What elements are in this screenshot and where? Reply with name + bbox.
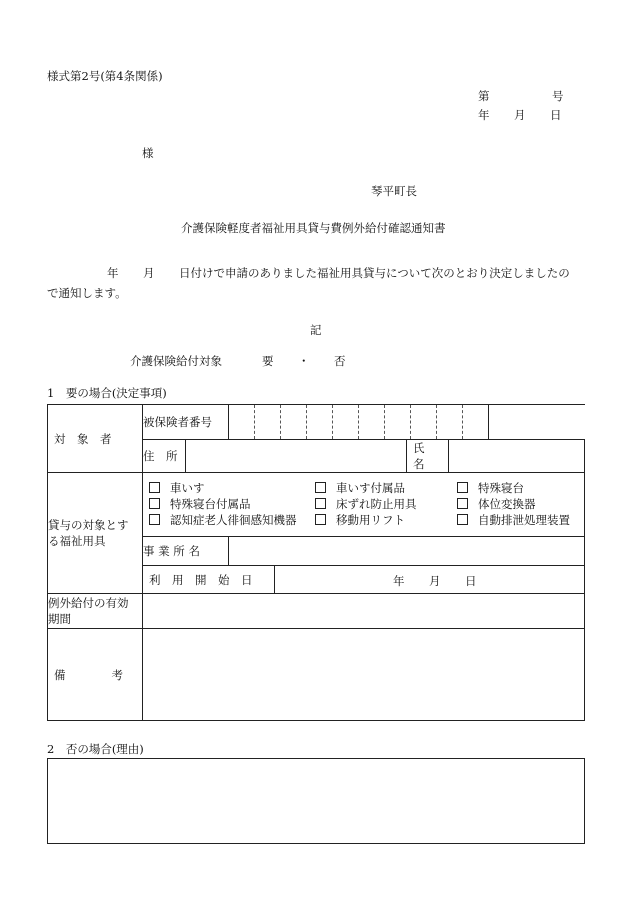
option-auto-excretion[interactable]: 自動排泄処理装置 (457, 513, 597, 528)
doc-number-prefix: 第 (478, 89, 490, 103)
subject-label-cell (48, 405, 143, 473)
body-line-1: 日付けで申請のありました福祉用具貸与について次のとおり決定しましたの (179, 266, 570, 280)
doc-number-suffix: 号 (552, 89, 564, 103)
option-transfer-lift[interactable]: 移動用リフト (315, 513, 457, 528)
checkbox-icon[interactable] (149, 498, 160, 509)
start-date-field[interactable] (275, 566, 585, 594)
body-month: 月 (143, 266, 155, 280)
start-year: 年 (393, 574, 405, 588)
name-label-cell (407, 440, 449, 473)
checkbox-icon[interactable] (315, 498, 326, 509)
validity-label: 例外給付の有効期間 (48, 594, 143, 629)
office-label: 事 業 所 名 (143, 537, 229, 566)
issuer: 琴平町長 (371, 184, 417, 198)
office-field[interactable] (229, 537, 585, 566)
document-title: 介護保険軽度者福祉用具貸与費例外給付確認通知書 (181, 221, 446, 235)
section1-heading: 1 要の場合(決定事項) (47, 386, 167, 400)
checkbox-icon[interactable] (315, 514, 326, 525)
insured-number-label: 被保険者番号 (143, 405, 229, 440)
option-special-bed-accessory[interactable]: 特殊寝台付属品 (149, 497, 315, 512)
decision-label: 介護保険給付対象 (130, 354, 222, 368)
address-label: 住 所 (143, 440, 186, 473)
name-field[interactable] (449, 440, 585, 473)
remarks-field[interactable] (143, 629, 585, 721)
option-wheelchair[interactable]: 車いす (149, 481, 315, 496)
body-line-2: で通知します。 (47, 286, 127, 300)
body-year: 年 (107, 266, 119, 280)
checkbox-icon[interactable] (457, 482, 468, 493)
section2-heading: 2 否の場合(理由) (47, 742, 144, 756)
checkbox-icon[interactable] (149, 514, 160, 525)
equipment-label: 貸与の対象とする福祉用具 (48, 473, 143, 594)
option-position-changer[interactable]: 体位変換器 (457, 497, 597, 512)
ki-mark: 記 (310, 323, 322, 337)
date-year: 年 (478, 108, 490, 122)
start-date-label: 利 用 開 始 日 (149, 572, 253, 587)
subject-label: 対 象 者 (54, 431, 112, 446)
insured-number-field[interactable] (229, 405, 585, 440)
option-bedsore-prevention[interactable]: 床ずれ防止用具 (315, 497, 457, 512)
option-special-bed[interactable]: 特殊寝台 (457, 481, 597, 496)
start-date-label-cell (143, 566, 275, 594)
start-day: 日 (465, 574, 477, 588)
form-number: 様式第2号(第4条関係) (47, 69, 163, 83)
decision-no: 否 (334, 354, 346, 368)
checkbox-icon[interactable] (315, 482, 326, 493)
checkbox-icon[interactable] (149, 482, 160, 493)
remarks-label: 備 考 (54, 667, 123, 682)
address-field[interactable] (186, 440, 407, 473)
option-wheelchair-accessory[interactable]: 車いす付属品 (315, 481, 457, 496)
checkbox-icon[interactable] (457, 514, 468, 525)
decision-table (47, 404, 585, 721)
equipment-options (143, 473, 585, 537)
date-month: 月 (514, 108, 526, 122)
reason-field[interactable] (47, 758, 585, 844)
checkbox-icon[interactable] (457, 498, 468, 509)
option-wandering-detector[interactable]: 認知症老人徘徊感知機器 (149, 513, 315, 528)
decision-yes: 要 (262, 354, 274, 368)
addressee-suffix: 様 (142, 146, 154, 160)
start-month: 月 (429, 574, 441, 588)
date-day: 日 (550, 108, 562, 122)
name-label: 氏 名 (413, 441, 436, 471)
validity-field[interactable] (143, 594, 585, 629)
remarks-label-cell (48, 629, 143, 721)
decision-dot: ・ (298, 354, 310, 368)
